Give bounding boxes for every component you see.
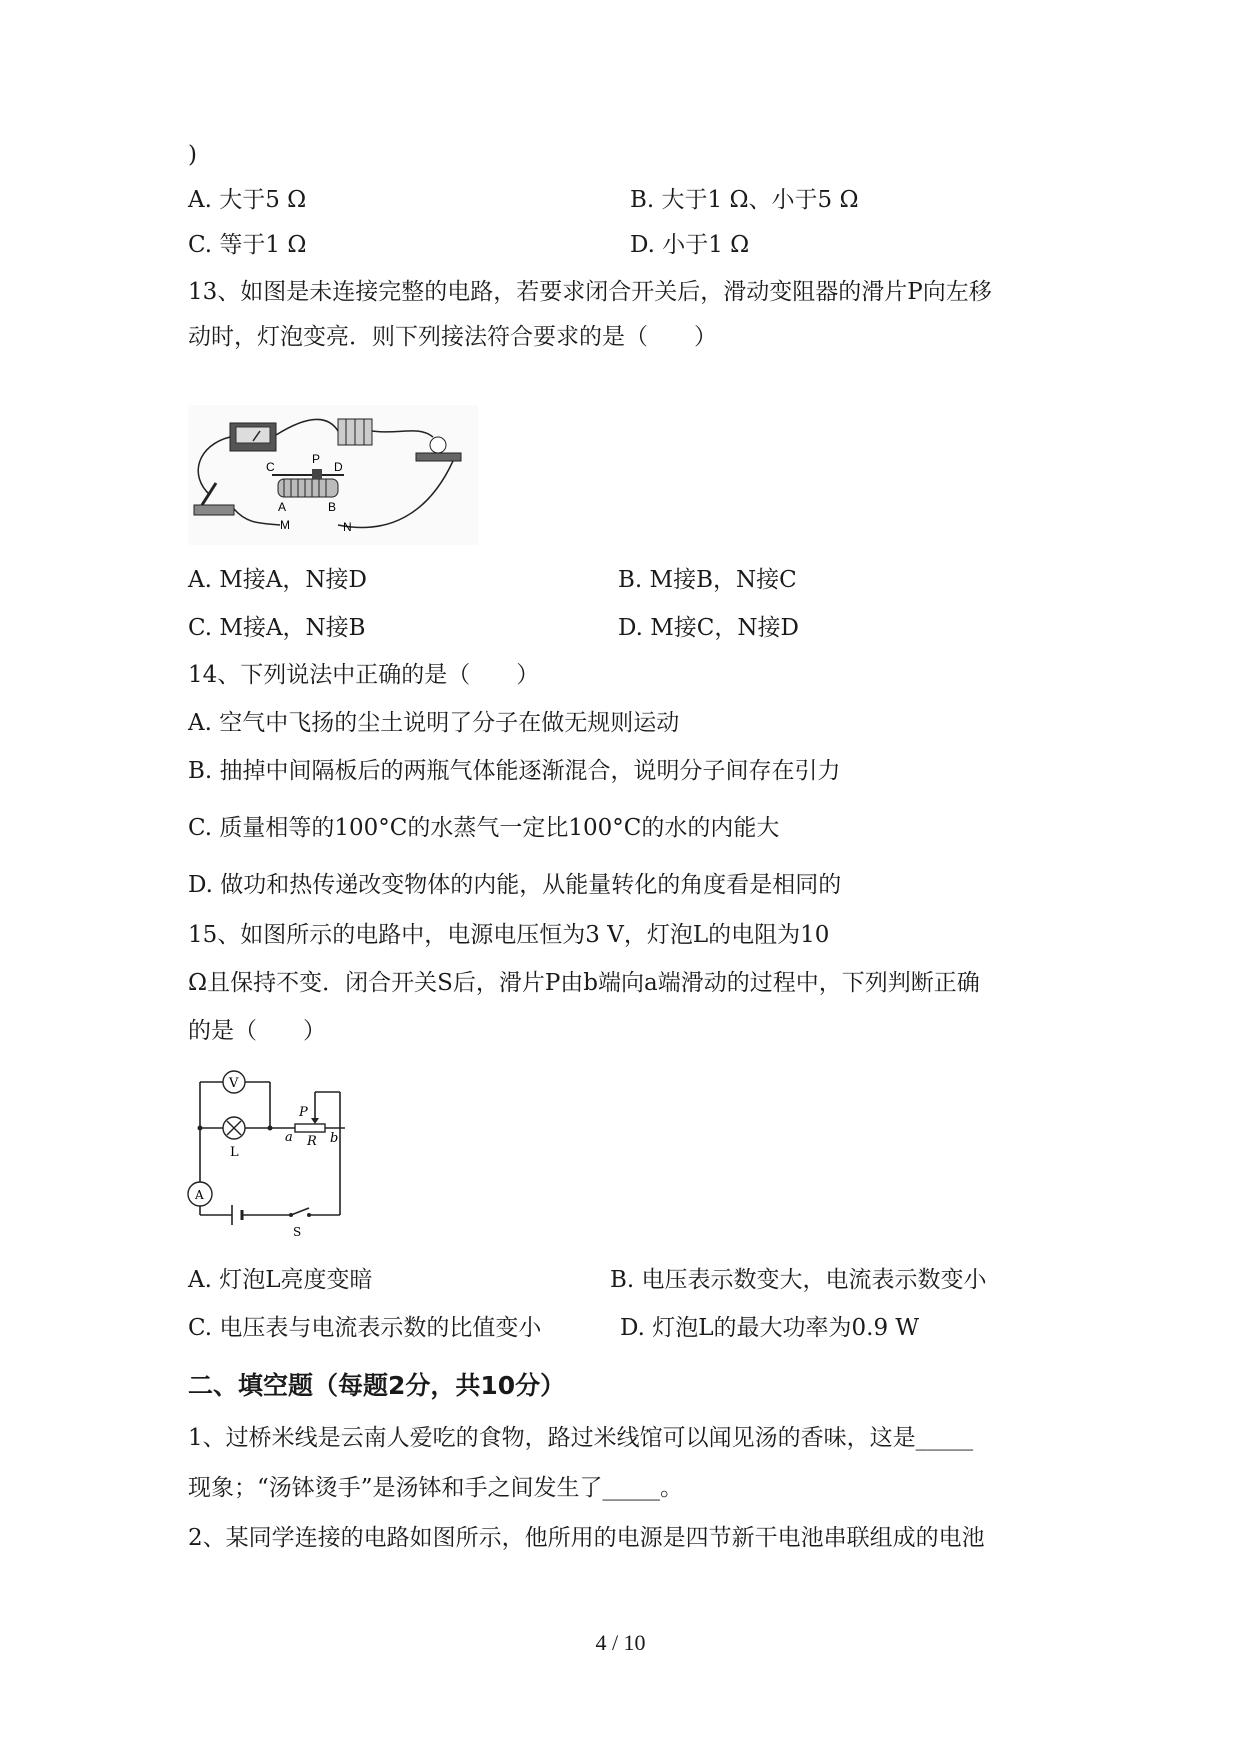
label-S: S <box>293 1225 302 1239</box>
q15-stem-line3: 的是（ ） <box>188 1018 326 1044</box>
page-number: 4 / 10 <box>595 1630 646 1655</box>
q14-option-b: B. 抽掉中间隔板后的两瓶气体能逐渐混合，说明分子间存在引力 <box>188 758 841 784</box>
label-D: D <box>334 460 343 474</box>
label-R: R <box>307 1134 317 1149</box>
q12-option-a: A. 大于5 Ω <box>188 187 307 213</box>
q15-option-d: D. 灯泡L的最大功率为0.9 W <box>620 1315 920 1341</box>
q13-option-c: C. M接A，N接B <box>188 615 366 641</box>
meter-box-icon <box>230 423 276 451</box>
battery-pack-icon <box>338 419 372 445</box>
section-heading: 二、填空题（每题2分，共10分） <box>188 1371 566 1400</box>
q13-option-b: B. M接B，N接C <box>618 567 797 593</box>
q13-stem-line1: 13、如图是未连接完整的电路，若要求闭合开关后，滑动变阻器的滑片P向左移 <box>188 279 992 305</box>
label-L: L <box>230 1145 239 1160</box>
lamp-icon <box>223 1117 245 1139</box>
q15-option-c: C. 电压表与电流表示数的比值变小 <box>188 1315 542 1341</box>
fill-q1-line1: 1、过桥米线是云南人爱吃的食物，路过米线馆可以闻见汤的香味，这是_____ <box>188 1425 974 1451</box>
q12-option-c: C. 等于1 Ω <box>188 232 307 258</box>
resistor-R-icon <box>295 1124 325 1132</box>
q15-stem-line1: 15、如图所示的电路中，电源电压恒为3 V，灯泡L的电阻为10 <box>188 922 830 948</box>
q15-option-a: A. 灯泡L亮度变暗 <box>188 1267 373 1293</box>
label-A: A <box>278 500 287 514</box>
q13-circuit-figure <box>188 405 478 545</box>
q13-option-a: A. M接A，N接D <box>188 567 367 593</box>
q15-stem-line2: Ω且保持不变．闭合开关S后，滑片P由b端向a端滑动的过程中，下列判断正确 <box>188 970 980 996</box>
q14-option-d: D. 做功和热传递改变物体的内能，从能量转化的角度看是相同的 <box>188 872 842 898</box>
switch-pivot-icon <box>289 1213 293 1217</box>
label-B: B <box>328 500 337 514</box>
q14-option-a: A. 空气中飞扬的尘土说明了分子在做无规则运动 <box>188 710 680 736</box>
q13-stem-line2: 动时，灯泡变亮．则下列接法符合要求的是（ ） <box>188 324 717 350</box>
slider-arrow-icon <box>311 1118 319 1124</box>
q14-stem: 14、下列说法中正确的是（ ） <box>188 662 540 688</box>
q14-option-c: C. 质量相等的100°C的水蒸气一定比100°C的水的内能大 <box>188 815 780 841</box>
label-C: C <box>266 460 275 474</box>
fill-q1-line2: 现象；“汤钵烫手”是汤钵和手之间发生了_____。 <box>188 1475 684 1501</box>
battery-icon <box>232 1205 242 1225</box>
q15-circuit-figure <box>185 1070 385 1245</box>
label-P: P <box>299 1105 308 1120</box>
label-a: a <box>285 1130 293 1145</box>
q13-option-d: D. M接C，N接D <box>618 615 799 641</box>
label-b: b <box>330 1131 339 1146</box>
label-N: N <box>343 520 352 534</box>
label-V: V <box>229 1076 239 1091</box>
q15-option-b: B. 电压表示数变大，电流表示数变小 <box>610 1267 987 1293</box>
q12-option-b: B. 大于1 Ω、小于5 Ω <box>630 187 859 213</box>
q12-option-d: D. 小于1 Ω <box>630 232 750 258</box>
label-A: A <box>195 1188 204 1202</box>
fill-q2-line1: 2、某同学连接的电路如图所示，他所用的电源是四节新干电池串联组成的电池 <box>188 1525 985 1551</box>
q12-tail: ) <box>188 142 197 168</box>
label-M: M <box>280 518 290 532</box>
label-P: P <box>312 452 321 466</box>
